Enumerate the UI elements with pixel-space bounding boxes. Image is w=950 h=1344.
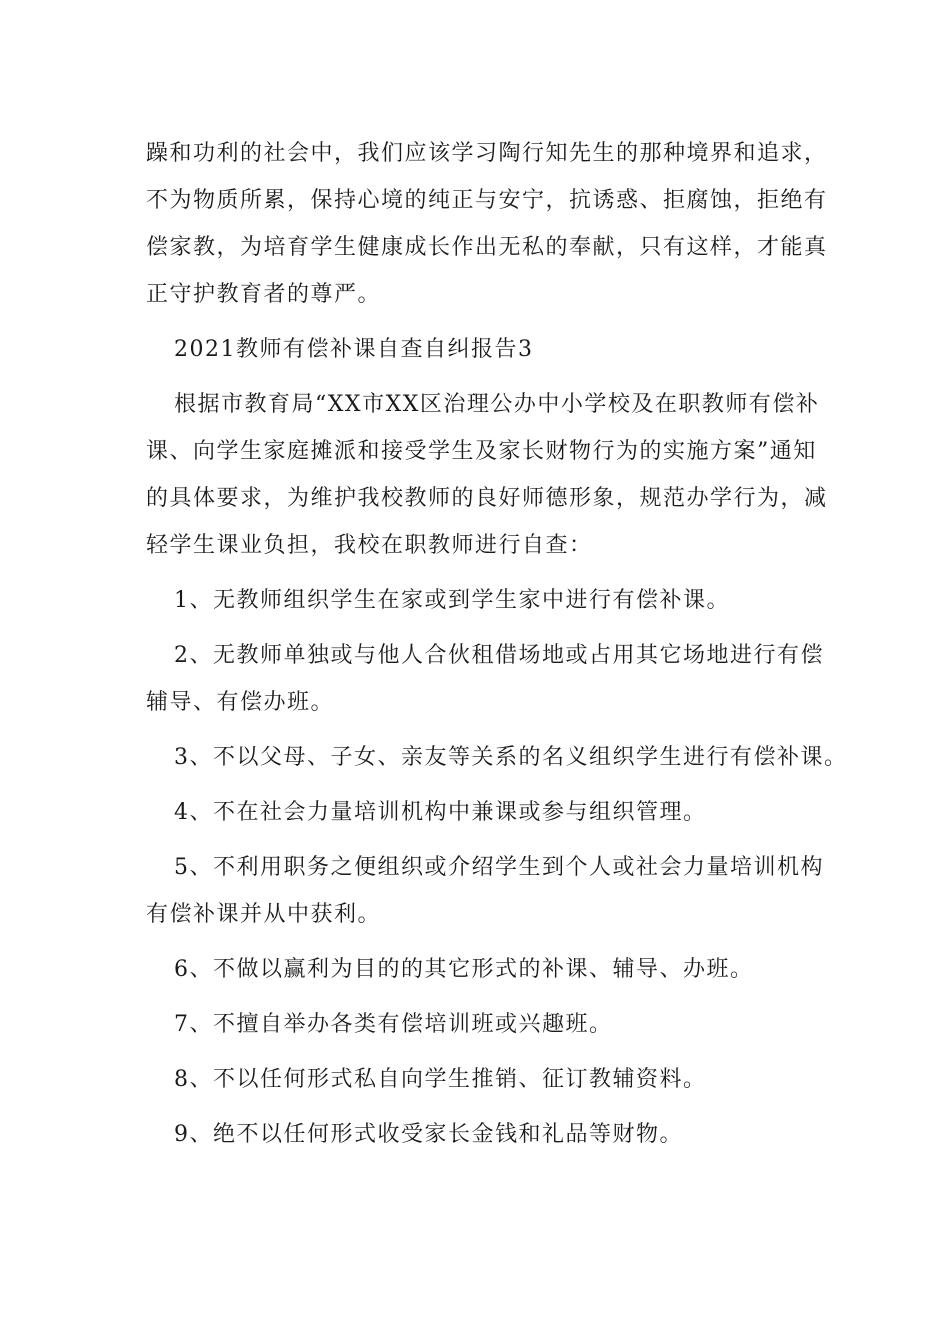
text-line: 8、不以任何形式私自向学生推销、征订教辅资料。 [174, 1067, 707, 1092]
text-line: 7、不擅自举办各类有偿培训班或兴趣班。 [174, 1012, 613, 1037]
section-title: 2021教师有偿补课自查自纠报告3 [174, 337, 534, 362]
document-body [146, 130, 848, 1158]
body-paragraph [146, 381, 828, 569]
text-line: 4、不在社会力量培训机构中兼课或参与组织管理。 [174, 800, 707, 825]
list-item [146, 1111, 808, 1158]
text-line: 有偿补课并从中获利。 [146, 902, 382, 927]
text-line: 6、不做以赢利为目的的其它形式的补课、辅导、办班。 [174, 957, 754, 982]
intro-paragraph [146, 130, 828, 318]
list-item [146, 844, 824, 938]
list-item [146, 577, 808, 624]
text-line: 5、不利用职务之便组织或介绍学生到个人或社会力量培训机构 [174, 855, 824, 880]
list-item [146, 1001, 808, 1048]
list-item [146, 946, 808, 993]
text-line: 正守护教育者的尊严。 [146, 282, 382, 307]
text-line: 课、向学生家庭摊派和接受学生及家长财物行为的实施方案”通知 [146, 439, 817, 464]
text-line: 1、无教师组织学生在家或到学生家中进行有偿补课。 [174, 588, 730, 613]
text-line: 躁和功利的社会中，我们应该学习陶行知先生的那种境界和追求， [146, 141, 828, 166]
text-line: 轻学生课业负担，我校在职教师进行自查： [146, 533, 593, 558]
text-line: 3、不以父母、子女、亲友等关系的名义组织学生进行有偿补课。 [174, 745, 848, 770]
text-line: 辅导、有偿办班。 [146, 690, 335, 715]
list-item [146, 1056, 808, 1103]
list-item [146, 734, 848, 781]
list-item [146, 789, 808, 836]
text-line: 不为物质所累，保持心境的纯正与安宁，抗诱惑、拒腐蚀，拒绝有 [146, 188, 828, 213]
text-line: 的具体要求，为维护我校教师的良好师德形象，规范办学行为，减 [146, 486, 828, 511]
text-line: 2、无教师单独或与他人合伙租借场地或占用其它场地进行有偿 [174, 643, 824, 668]
list-item [146, 632, 824, 726]
text-line: 9、绝不以任何形式收受家长金钱和礼品等财物。 [174, 1122, 683, 1147]
text-line: 偿家教，为培育学生健康成长作出无私的奉献，只有这样，才能真 [146, 235, 828, 260]
text-line: 根据市教育局“XX市XX区治理公办中小学校及在职教师有偿补 [174, 392, 820, 417]
